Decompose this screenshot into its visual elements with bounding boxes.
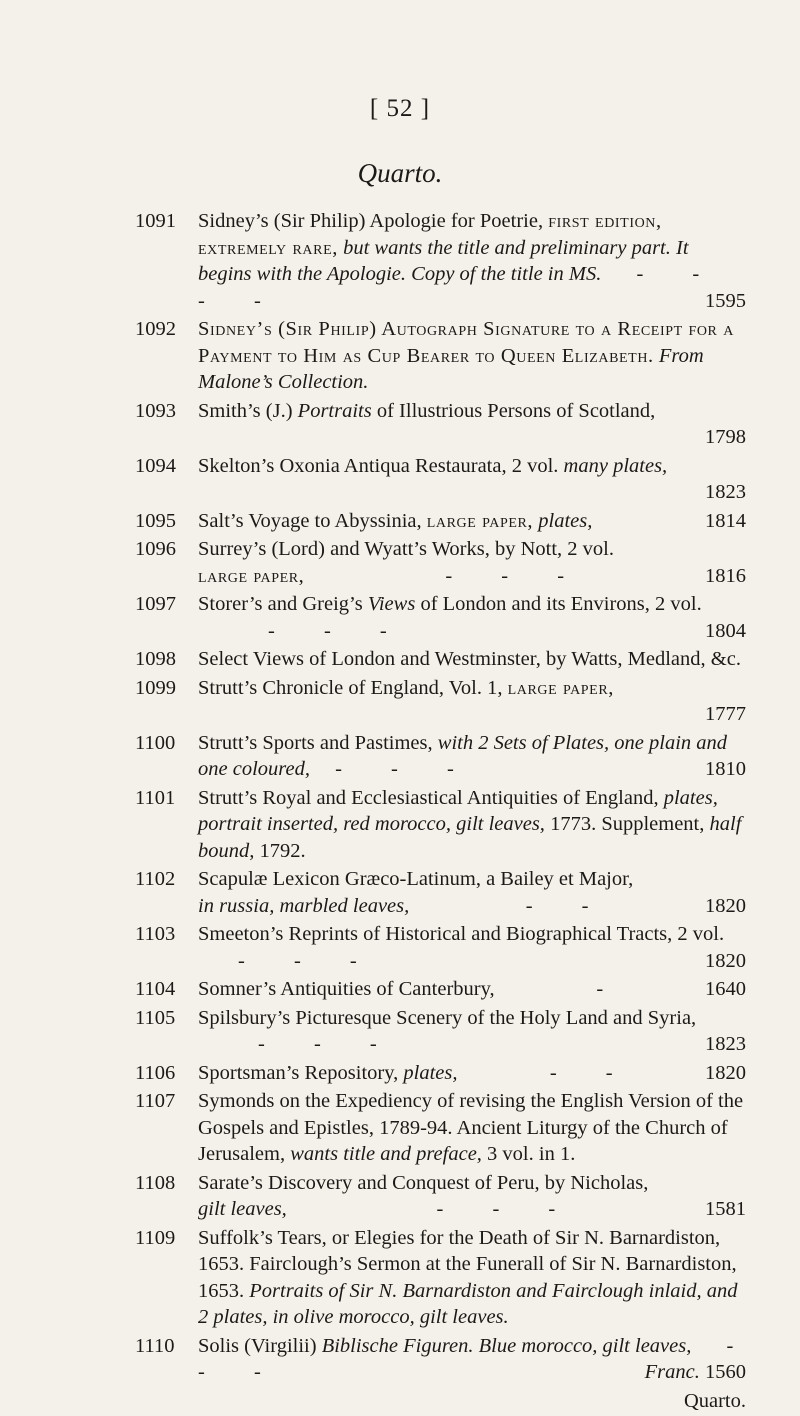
lot-number: 1103 [135,923,176,945]
entry-date: 1816 [704,564,746,587]
lot-number: 1096 [135,538,176,560]
entry-title: Select Views of London and Westminster, by Watts, Medland, &c. [198,648,741,670]
lot-number: 1099 [135,676,176,699]
entry-title-rest: 1773. Supplement, [550,813,705,835]
entry-title: Somner’s Antiquities of Canterbury, [198,978,495,1000]
entry-date: 1798 [705,426,746,448]
entry-title-rest: of Illustrious Persons of Scotland, [376,399,656,422]
leader-dashes: - [596,978,604,1000]
entry-list [0,208,800,1416]
entry-title: Suffolk’s Tears, or Elegies for the Death of Sir N. Barnardiston, 1653. Fairclough’s Sermon at the Funerall of Sir N. Barnardiston, 1653. [198,1226,737,1302]
entry-title: Surrey’s (Lord) and Wyatt’s Works, by Nott, 2 vol. [198,538,614,560]
entry-description: Portraits [297,399,372,422]
list-item [0,921,746,974]
entry-title: Sportsman’s Repository, [198,1061,399,1084]
entry-title: Strutt’s Royal and Ecclesiastical Antiquities of England, [198,786,659,809]
entry-note: first edition, extremely rare, [198,210,662,259]
entry-title: Smith’s (J.) [198,399,293,422]
lot-number: 1110 [135,1334,175,1357]
entry-description: From Malone’s Collection. [198,344,704,393]
lot-number: 1100 [135,731,176,754]
entry-title-rest: 3 vol. in 1. [487,1143,576,1165]
lot-number: 1094 [135,454,176,477]
leader-dashes: - - - [335,758,454,780]
list-item [0,1005,746,1058]
entry-date: 1820 [704,1061,746,1084]
entry-date: 1777 [705,703,746,725]
list-item [0,1225,746,1331]
leader-dashes: - - [549,1061,613,1084]
leader-dashes: - - [525,894,589,917]
entry-date: 1581 [704,1198,746,1220]
entry-title: Sarate’s Discovery and Conquest of Peru, by Nicholas, [198,1171,649,1194]
leader-dashes: - - - [268,619,387,642]
lot-number: 1091 [135,210,176,232]
lot-number: 1104 [135,978,176,1000]
lot-number: 1097 [135,593,176,615]
section-heading: Quarto. [357,158,443,188]
entry-date: 1595 [705,289,746,312]
entry-description: many plates, [563,454,668,477]
leader-dashes: - - - [436,1198,556,1220]
list-item [0,866,746,919]
leader-dashes: - - - [198,1334,734,1383]
catchword: Quarto. [683,1389,746,1412]
entry-description: wants title and preface, [290,1143,482,1165]
entry-date: 1792. [259,839,306,862]
entry-title: Scapulæ Lexicon Græco-Latinum, a Bailey et Major, [198,868,634,890]
entry-note: large paper, [507,676,614,699]
lot-number: 1107 [135,1090,176,1112]
page-number: [ 52 ] [369,95,431,122]
entry-title: Strutt’s Sports and Pastimes, [198,731,433,754]
entry-date: 1823 [705,1033,746,1055]
entry-title: Strutt’s Chronicle of England, Vol. 1, [198,676,503,699]
entry-date: 1640 [704,978,746,1000]
entry-description: plates, portrait inserted, red morocco, gilt leaves, [198,786,718,835]
list-item [0,646,746,673]
entry-description: Views [367,593,416,615]
entry-title: Smeeton’s Reprints of Historical and Biographical Tracts, 2 vol. [198,923,725,945]
entry-description: plates, [538,509,593,532]
list-item [0,1333,746,1386]
entry-note: large paper, [198,564,305,587]
list-item [0,1388,746,1415]
entry-description: with 2 Sets of Plates, one plain and one coloured, [198,731,728,780]
list-item [0,398,746,451]
list-item [0,591,746,644]
entry-date: 1820 [705,949,746,972]
imprint-place: Franc. [644,1361,700,1383]
entry-title: Solis (Virgilii) [198,1334,317,1357]
entry-description: in russia, marbled leaves, [198,894,410,917]
entry-note: large paper, [426,509,534,532]
entry-date: 1814 [705,509,746,532]
entry-title: Sidney’s (Sir Philip) Autograph Signature to a Receipt for a Payment to Him as Cup Bearer to Queen Elizabeth. [198,318,734,367]
entry-title: Sidney’s (Sir Philip) Apologie for Poetrie, [198,210,544,232]
lot-number: 1093 [135,399,176,422]
leader-dashes: - - - [238,949,357,972]
list-item [0,730,746,783]
list-item [0,1088,746,1168]
leader-dashes: - - - - [198,263,700,312]
entry-date: 1820 [705,894,746,917]
lot-number: 1095 [135,509,176,532]
entry-description: but wants the title and preliminary part. It begins with the Apologie. Copy of the title in MS. [198,236,689,285]
entry-date: 1804 [705,619,746,642]
entry-title: Symonds on the Expediency of revising the English Version of the Gospels and Epistles, 1789-94. Ancient Liturgy of the Church of Jerusalem, [198,1090,744,1165]
list-item [0,316,746,396]
list-item [0,1170,746,1223]
leader-dashes: - - - [258,1033,377,1055]
list-item [0,508,746,535]
list-item [0,1060,746,1087]
entry-description: Biblische Figuren. Blue morocco, gilt leaves, [321,1334,692,1357]
entry-date: 1560 [705,1361,746,1383]
entry-title: Storer’s and Greig’s [198,593,363,615]
lot-number: 1092 [135,318,176,340]
list-item [0,453,746,506]
entry-date: 1810 [705,758,746,780]
list-item [0,536,746,589]
entry-date: 1823 [705,481,746,503]
entry-description: gilt leaves, [198,1198,287,1220]
lot-number: 1108 [135,1171,176,1194]
lot-number: 1105 [135,1006,176,1029]
entry-title: Salt’s Voyage to Abyssinia, [198,509,422,532]
entry-description: plates, [403,1061,458,1084]
entry-title: Skelton’s Oxonia Antiqua Restaurata, 2 vol. [198,454,559,477]
lot-number: 1106 [135,1061,176,1084]
lot-number: 1102 [135,868,176,890]
list-item [0,785,746,865]
lot-number: 1101 [135,786,176,809]
lot-number: 1098 [135,648,176,670]
entry-description: Portraits of Sir N. Barnardiston and Fairclough inlaid, and 2 plates, in olive morocco, gilt leaves. [198,1279,738,1328]
entry-title-rest: of London and its Environs, 2 vol. [420,593,702,615]
list-item [0,976,746,1003]
lot-number: 1109 [135,1226,176,1249]
leader-dashes: - - - [445,564,565,587]
entry-title: Spilsbury’s Picturesque Scenery of the Holy Land and Syria, [198,1006,697,1029]
list-item [0,208,746,314]
list-item [0,675,746,728]
entry-description-2: half bound, [198,813,742,862]
